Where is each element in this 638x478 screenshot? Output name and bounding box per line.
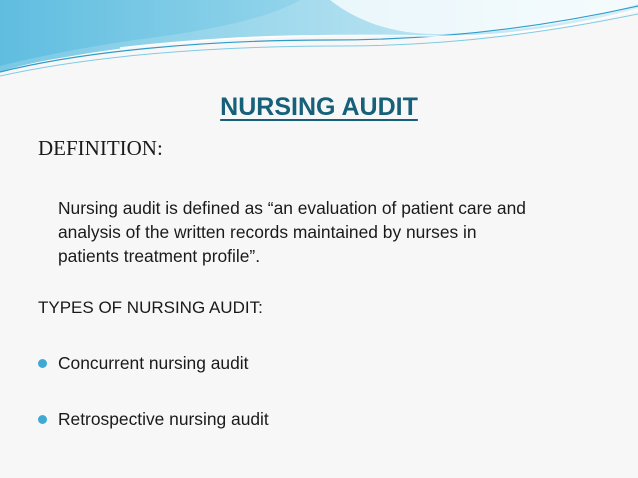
bullet-dot-icon [38,359,47,368]
bullet-text: Retrospective nursing audit [58,409,269,429]
header-wave-banner [0,0,638,80]
bullet-text: Concurrent nursing audit [58,353,249,373]
bullet-dot-icon [38,415,47,424]
slide-title [0,93,638,122]
definition-line: Nursing audit is defined as “an evaluation of patient care and [58,198,526,218]
bullet-item-retrospective [38,409,269,430]
types-heading: TYPES OF NURSING AUDIT: [38,298,263,317]
definition-heading: DEFINITION: [38,136,163,160]
definition-paragraph [58,196,618,268]
definition-line: patients treatment profile”. [58,246,261,266]
bullet-item-concurrent [38,353,248,374]
definition-line: analysis of the written records maintained by nurses in [58,222,477,242]
slide-title-text: NURSING AUDIT [220,93,418,121]
